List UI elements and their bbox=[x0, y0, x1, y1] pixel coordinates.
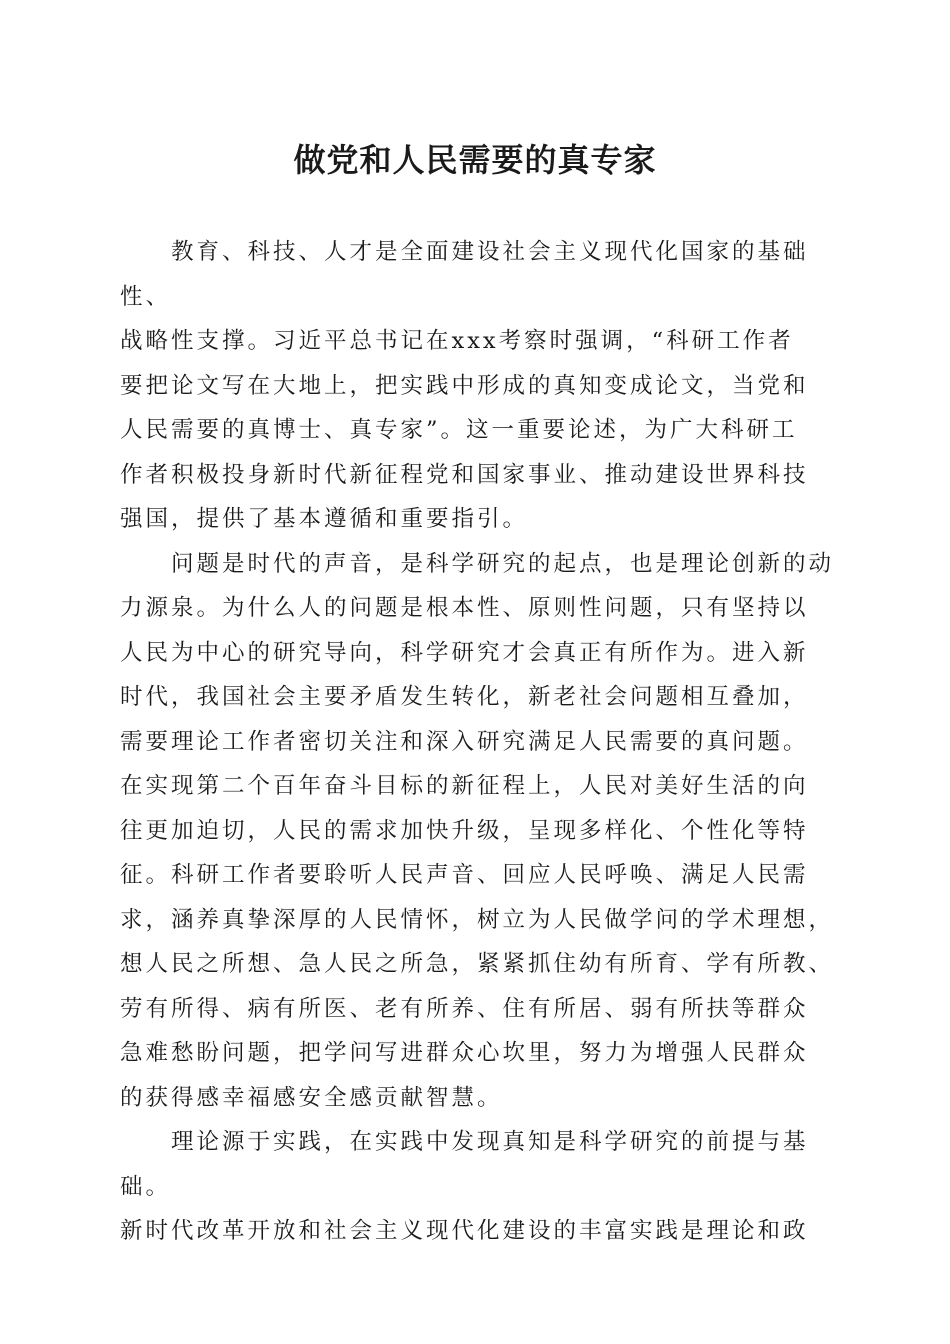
document-title: 做党和人民需要的真专家 bbox=[293, 141, 657, 179]
document-body bbox=[120, 230, 840, 1254]
paragraph-3: 理论源于实践，在实践中发现真知是科学研究的前提与基础。 新时代改革开放和社会主义现代化建设的丰富实践是理论和政 bbox=[120, 1129, 809, 1244]
paragraph-2: 问题是时代的声音，是科学研究的起点，也是理论创新的动 力源泉。为什么人的问题是根本性、原则性问题，只有坚持以 人民为中心的研究导向，科学研究才会真正有所作为。进入新 时代，我国社会主要矛盾发生转化，新老社会问题相互叠加， 需要理论工作者密切关注和深入研究满足人民需要的真问题。 在实现第二个百年奋斗目标的新征程上，人民对美好生活的向 往更加迫切，人民的需求加快升级，呈现多样化、个性化等特 征。科研工作者要聆听人民声音、回应人民呼唤、满足人民需 求，涵养真挚深厚的人民情怀，树立为人民做学问的学术理想， 想人民之所想、急人民之所急，紧紧抓住幼有所育、学有所教、 劳有所得、病有所医、老有所养、住有所居、弱有所扶等群众 急难愁盼问题，把学问写进群众心坎里，努力为增强人民群众 的获得感幸福感安全感贡献智慧。 bbox=[120, 550, 835, 1111]
paragraph-1: 教育、科技、人才是全面建设社会主义现代化国家的基础性、 战略性支撑。习近平总书记在xxx考察时强调，“科研工作者 要把论文写在大地上，把实践中形成的真知变成论文，当党和 人民需要的真博士、真专家”。这一重要论述，为广大科研工 作者积极投身新时代新征程党和国家事业、推动建设世界科技 强国，提供了基本遵循和重要指引。 bbox=[120, 239, 809, 532]
